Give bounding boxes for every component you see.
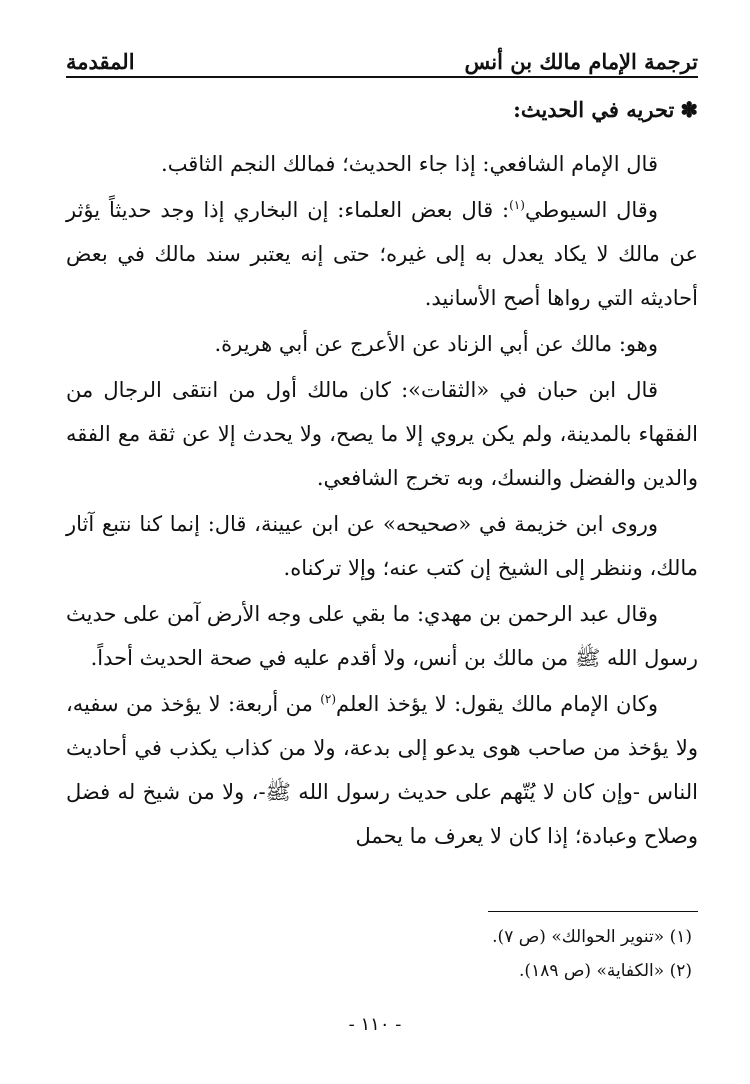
main-text [66, 92, 698, 858]
footnotes [66, 910, 698, 988]
footnote-divider [488, 911, 698, 912]
footnote-ref-1[interactable]: (١) [509, 198, 525, 212]
paragraph-malik-saying [66, 682, 698, 858]
paragraph-shafii: قال الإمام الشافعي: إذا جاء الحديث؛ فمالك النجم الثاقب. [161, 152, 658, 176]
paragraph-suyuti [66, 188, 698, 320]
running-header [66, 40, 698, 78]
paragraph-text: وكان الإمام مالك يقول: لا يؤخذ العلم [336, 692, 658, 716]
paragraph-isnad: وهو: مالك عن أبي الزناد عن الأعرج عن أبي هريرة. [214, 332, 658, 356]
book-title: ترجمة الإمام مالك بن أنس [464, 49, 698, 74]
paragraph-text: وقال السيوطي [524, 198, 658, 222]
footnote-ref-2[interactable]: (٢) [320, 692, 337, 706]
section-heading [66, 92, 698, 128]
paragraph-text: من أربعة: لا يؤخذ من سفيه، ولا يؤخذ من صاحب هوى يدعو إلى بدعة، ولا من كذاب يكذب في أحاديث الناس -وإن كان لا يُتّهم على حديث رسول الله ﷺ-، ولا من شيخ له فضل وصلاح وعبادة؛ إذا كان لا يعرف ما يحمل [66, 692, 698, 848]
star-icon: ✽ [680, 97, 698, 122]
page-number: - ١١٠ - [348, 1014, 402, 1035]
paragraph-ibn-khuzaymah: وروى ابن خزيمة في «صحيحه» عن ابن عيينة، قال: إنما كنا نتبع آثار مالك، وننظر إلى الشيخ إن كتب عنه؛ وإلا تركناه. [66, 512, 698, 580]
section-heading-text: تحريه في الحديث: [513, 97, 675, 122]
footnote-1: (١) «تنوير الحوالك» (ص ٧). [492, 927, 692, 947]
paragraph-ibn-mahdi: وقال عبد الرحمن بن مهدي: ما بقي على وجه الأرض آمن على حديث رسول الله ﷺ من مالك بن أنس، ولا أقدم عليه في صحة الحديث أحداً. [66, 602, 698, 670]
section-title: المقدمة [66, 49, 135, 74]
footnote-2: (٢) «الكفاية» (ص ١٨٩). [519, 961, 692, 981]
paragraph-text: : قال بعض العلماء: إن البخاري إذا وجد حديثاً يؤثر عن مالك لا يكاد يعدل به إلى غيره؛ حتى إنه يعتبر سند مالك في بعض أحاديثه التي رواها أصح الأسانيد. [66, 198, 698, 310]
paragraph-ibn-hibban: قال ابن حبان في «الثقات»: كان مالك أول من انتقى الرجال من الفقهاء بالمدينة، ولم يكن يروي إلا ما يصح، ولا يحدث إلا عن ثقة مع الفقه والدين والفضل والنسك، وبه تخرج الشافعي. [66, 378, 698, 490]
